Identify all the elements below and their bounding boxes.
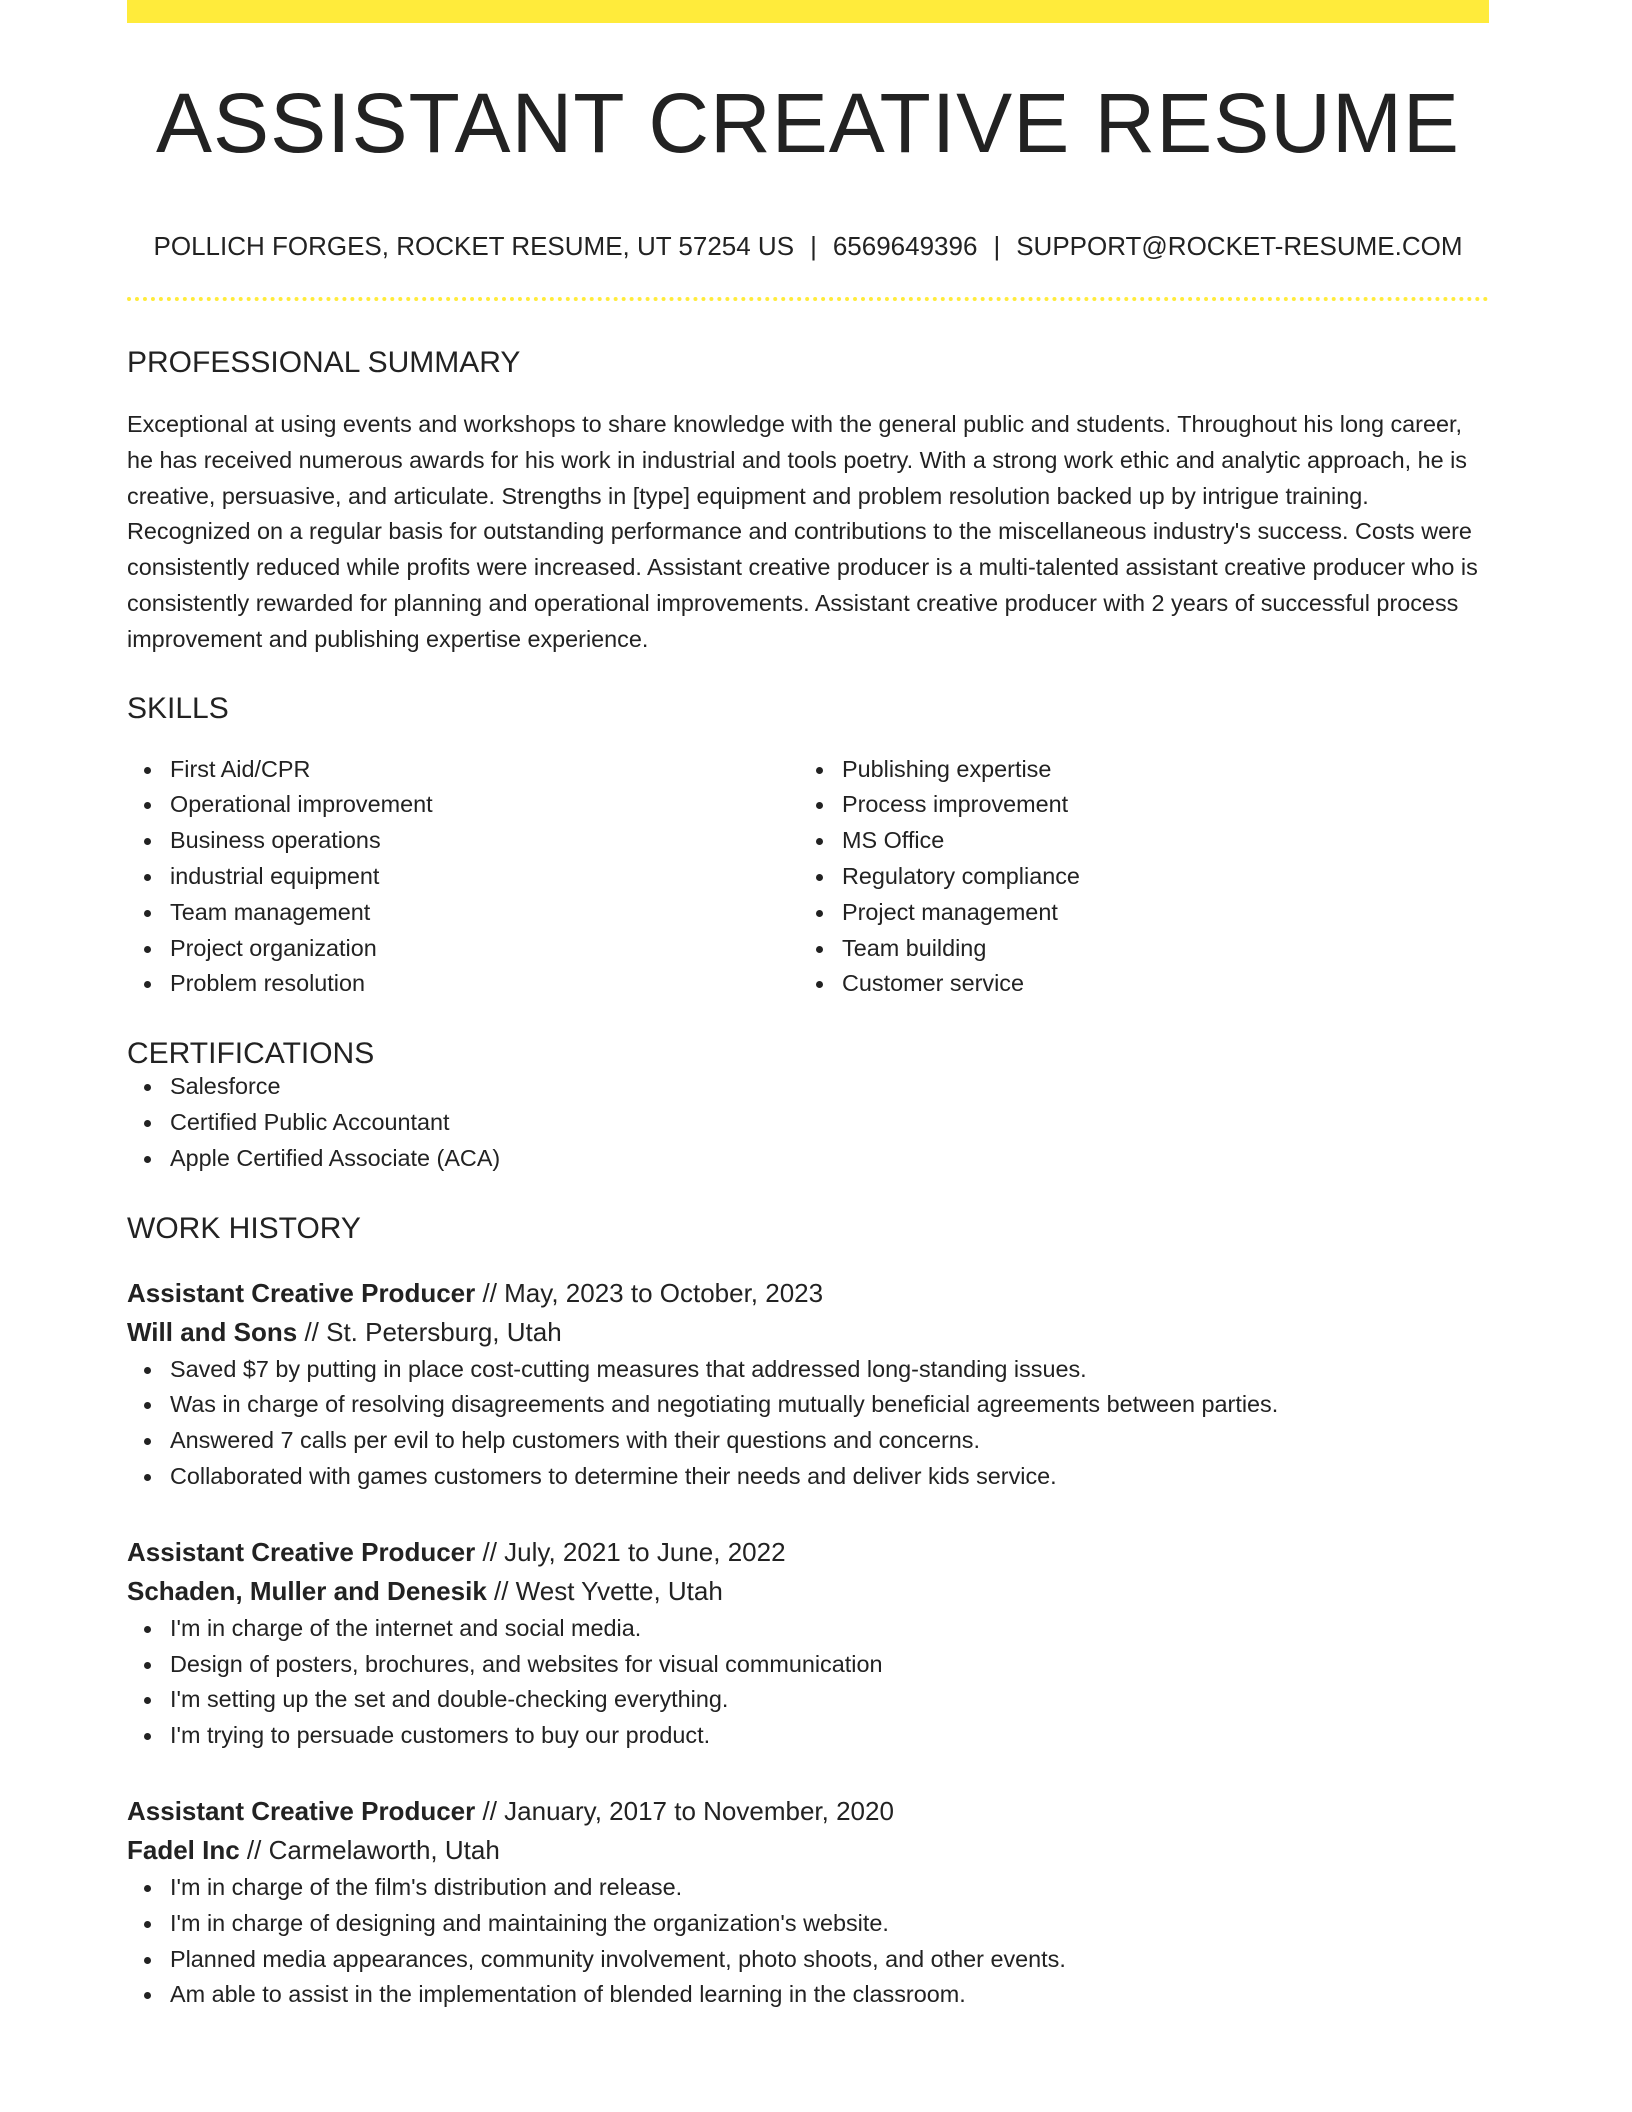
job-company-line	[127, 1572, 1489, 1611]
list-item: Business operations	[170, 823, 799, 859]
list-item: I'm in charge of designing and maintaining the organization's website.	[170, 1906, 1489, 1942]
certifications-heading: CERTIFICATIONS	[127, 1037, 375, 1071]
job-bullets	[127, 1352, 1489, 1495]
skills-heading: SKILLS	[127, 691, 229, 725]
work-history-heading: WORK HISTORY	[127, 1211, 361, 1245]
list-item: Process improvement	[842, 787, 1471, 823]
dotted-divider	[127, 297, 1489, 301]
job-entry	[127, 1274, 1489, 1495]
certifications-list	[127, 1069, 1489, 1176]
job-company: Schaden, Muller and Denesik	[127, 1575, 487, 1606]
summary-text: Exceptional at using events and workshops to share knowledge with the general public and students. Throughout his long career, he has received numerous awards for his work in industrial and tools poetry. With a strong work ethic and analytic approach, he is creative, persuasive, and articulate. Strengths in [type] equipment and problem resolution backed up by intrigue training. Recognized on a regular basis for outstanding performance and contributions to the miscellaneous industry's success. Costs were consistently reduced while profits were increased. Assistant creative producer is a multi-talented assistant creative producer who is consistently rewarded for planning and operational improvements. Assistant creative producer with 2 years of successful process improvement and publishing expertise experience.	[127, 411, 1478, 652]
list-item: MS Office	[842, 823, 1471, 859]
list-item: Design of posters, brochures, and websites for visual communication	[170, 1647, 1489, 1683]
job-bullets	[127, 1611, 1489, 1754]
list-item: I'm in charge of the film's distribution and release.	[170, 1870, 1489, 1906]
list-item: Salesforce	[170, 1069, 1489, 1105]
list-item: Saved $7 by putting in place cost-cutting measures that addressed long-standing issues.	[170, 1352, 1489, 1388]
contact-email: SUPPORT@ROCKET-RESUME.COM	[1016, 231, 1463, 261]
job-location: // St. Petersburg, Utah	[297, 1316, 562, 1347]
job-location: // West Yvette, Utah	[486, 1575, 723, 1606]
job-title: Assistant Creative Producer	[127, 1536, 476, 1567]
skills-column-right	[799, 752, 1471, 1003]
job-company: Will and Sons	[127, 1316, 298, 1347]
contact-separator: |	[993, 231, 1001, 261]
job-company: Fadel Inc	[127, 1834, 240, 1865]
list-item: Customer service	[842, 966, 1471, 1002]
list-item: Operational improvement	[170, 787, 799, 823]
job-entry	[127, 1792, 1489, 2013]
list-item: First Aid/CPR	[170, 752, 799, 788]
list-item: I'm in charge of the internet and social media.	[170, 1611, 1489, 1647]
job-title-line	[127, 1533, 1489, 1572]
skills-columns	[127, 752, 1489, 1003]
accent-top-bar	[127, 0, 1489, 23]
job-dates: // May, 2023 to October, 2023	[475, 1277, 824, 1308]
skills-list-right	[799, 752, 1471, 1003]
list-item: Project management	[842, 895, 1471, 931]
list-item: I'm trying to persuade customers to buy our product.	[170, 1718, 1489, 1754]
skills-list-left	[127, 752, 799, 1003]
job-title-line	[127, 1792, 1489, 1831]
job-location: // Carmelaworth, Utah	[239, 1834, 500, 1865]
list-item: I'm setting up the set and double-checking everything.	[170, 1682, 1489, 1718]
job-company-line	[127, 1831, 1489, 1870]
contact-line	[127, 233, 1489, 259]
list-item: Certified Public Accountant	[170, 1105, 1489, 1141]
job-entry	[127, 1533, 1489, 1754]
list-item: Problem resolution	[170, 966, 799, 1002]
list-item: Team management	[170, 895, 799, 931]
job-bullets	[127, 1870, 1489, 2013]
summary-heading: PROFESSIONAL SUMMARY	[127, 346, 521, 379]
list-item: Team building	[842, 931, 1471, 967]
list-item: Project organization	[170, 931, 799, 967]
contact-separator: |	[810, 231, 817, 261]
list-item: Collaborated with games customers to determine their needs and deliver kids service.	[170, 1459, 1489, 1495]
job-company-line	[127, 1313, 1489, 1352]
list-item: Was in charge of resolving disagreements and negotiating mutually beneficial agreements between parties.	[170, 1387, 1489, 1423]
list-item: Answered 7 calls per evil to help customers with their questions and concerns.	[170, 1423, 1489, 1459]
list-item: Planned media appearances, community involvement, photo shoots, and other events.	[170, 1942, 1489, 1978]
list-item: industrial equipment	[170, 859, 799, 895]
list-item: Am able to assist in the implementation of blended learning in the classroom.	[170, 1977, 1489, 2013]
resume-page	[127, 0, 1489, 2013]
job-title: Assistant Creative Producer	[127, 1795, 476, 1826]
list-item: Regulatory compliance	[842, 859, 1471, 895]
skills-column-left	[127, 752, 799, 1003]
contact-address: POLLICH FORGES, ROCKET RESUME, UT 57254 US	[153, 231, 795, 261]
job-title: Assistant Creative Producer	[127, 1277, 476, 1308]
list-item: Publishing expertise	[842, 752, 1471, 788]
job-dates: // July, 2021 to June, 2022	[475, 1536, 786, 1567]
list-item: Apple Certified Associate (ACA)	[170, 1141, 1489, 1177]
job-title-line	[127, 1274, 1489, 1313]
job-dates: // January, 2017 to November, 2020	[475, 1795, 894, 1826]
resume-title: ASSISTANT CREATIVE RESUME	[156, 76, 1460, 170]
contact-phone: 6569649396	[832, 231, 978, 261]
